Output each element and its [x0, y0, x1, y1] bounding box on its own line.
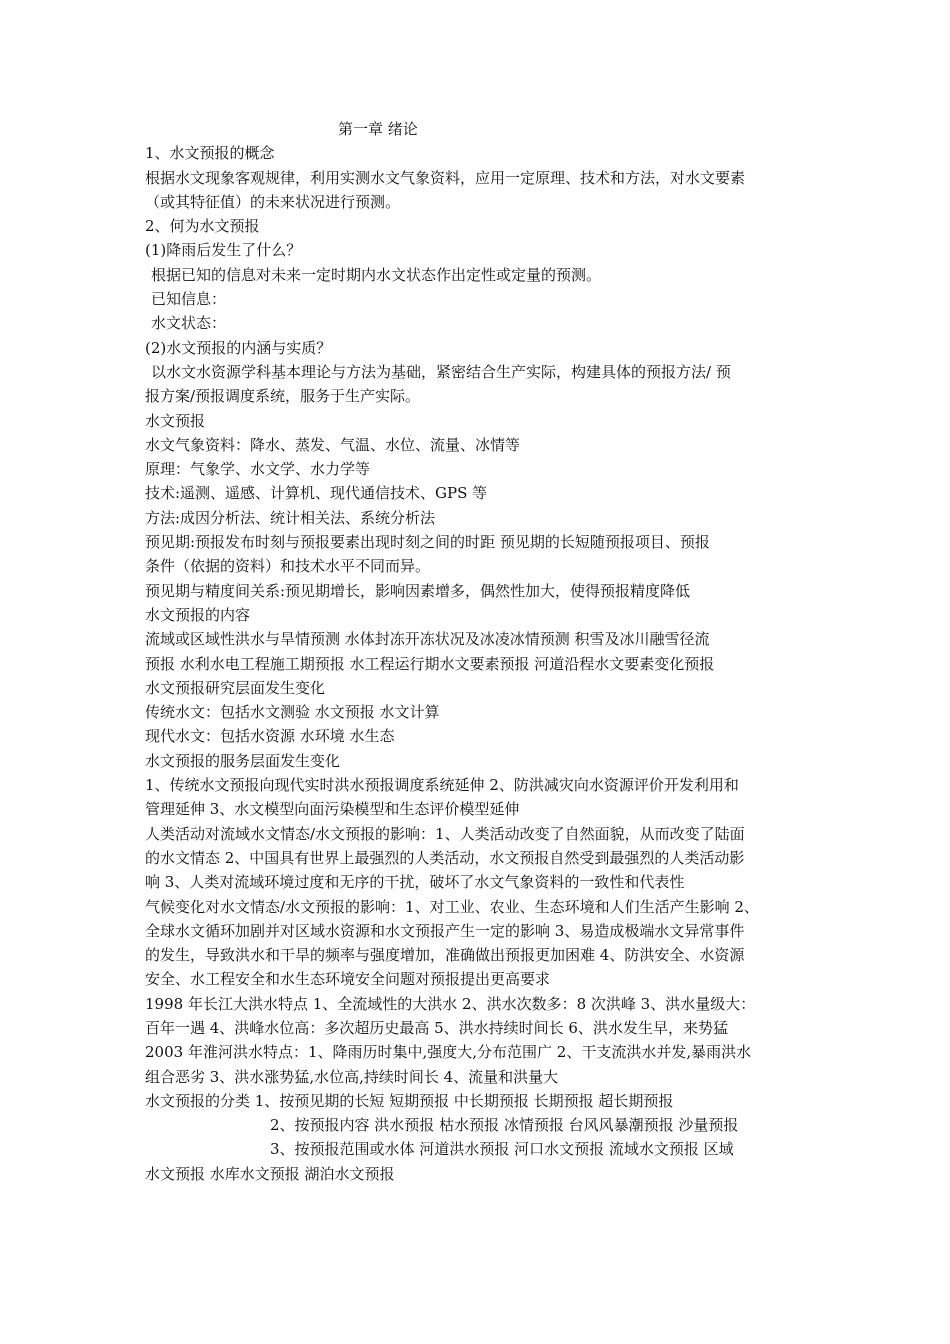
- paragraph-line: 流域或区域性洪水与旱情预测 水体封冻开冻状况及冰凌冰情预测 积雪及冰川融雪径流: [145, 630, 710, 649]
- subsection-heading: (1)降雨后发生了什么？: [145, 241, 302, 260]
- paragraph-line: 气候变化对水文情态/水文预报的影响：1、对工业、农业、生态环境和人们生活产生影响 2、: [145, 897, 759, 916]
- paragraph-line: 安全、水工程安全和水生态环境安全问题对预报提出更高要求: [145, 970, 551, 989]
- paragraph-line: 组合恶劣 3、洪水涨势猛,水位高,持续时间长 4、流量和洪量大: [145, 1067, 559, 1086]
- paragraph-line: 预报 水利水电工程施工期预报 水工程运行期水文要素预报 河道沿程水文要素变化预报: [145, 654, 715, 673]
- section-heading: 1、水文预报的概念: [145, 144, 275, 163]
- paragraph-line: 3、按预报范围或水体 河道洪水预报 河口水文预报 流域水文预报 区域: [270, 1140, 734, 1159]
- paragraph-line: 水文状态：: [151, 314, 227, 333]
- chapter-title: 第一章 绪论: [338, 120, 418, 138]
- paragraph-line: （或其特征值）的未来状况进行预测。: [145, 192, 401, 211]
- paragraph-line: 技术:遥测、遥感、计算机、现代通信技术、GPS 等: [145, 484, 488, 503]
- paragraph-line: 预见期与精度间关系:预见期增长，影响因素增多，偶然性加大，使得预报精度降低: [145, 581, 691, 600]
- paragraph-line: 水文预报: [145, 411, 206, 430]
- document-page: [145, 117, 810, 1186]
- paragraph-line: 预见期:预报发布时刻与预报要素出现时刻之间的时距 预见期的长短随预报项目、预报: [145, 533, 710, 552]
- paragraph-line: 传统水文：包括水文测验 水文预报 水文计算: [145, 703, 440, 722]
- paragraph-line: 水文预报的内容: [145, 605, 251, 624]
- paragraph-line: 根据水文现象客观规律，利用实测水文气象资料，应用一定原理、技术和方法，对水文要素: [145, 168, 746, 187]
- paragraph-line: 水文预报研究层面发生变化: [145, 678, 326, 697]
- paragraph-line: 水文气象资料：降水、蒸发、气温、水位、流量、冰情等: [145, 435, 521, 454]
- paragraph-line: 2、按预报内容 洪水预报 枯水预报 冰情预报 台风风暴潮预报 沙量预报: [270, 1116, 739, 1135]
- paragraph-line: 现代水文：包括水资源 水环境 水生态: [145, 727, 395, 746]
- paragraph-line: 百年一遇 4、洪峰水位高：多次超历史最高 5、洪水持续时间长 6、洪水发生早，来势猛: [145, 1018, 728, 1037]
- paragraph-line: 以水文水资源学科基本理论与方法为基础，紧密结合生产实际，构建具体的预报方法/ 预: [151, 362, 731, 381]
- paragraph-line: 人类活动对流域水文情态/水文预报的影响：1、人类活动改变了自然面貌，从而改变了陆面: [145, 824, 745, 843]
- paragraph-line: 根据已知的信息对未来一定时期内水文状态作出定性或定量的预测。: [151, 265, 602, 284]
- paragraph-line: 方法:成因分析法、统计相关法、系统分析法: [145, 508, 436, 527]
- section-heading: 2、何为水文预报: [145, 217, 260, 236]
- paragraph-line: 报方案/预报调度系统，服务于生产实际。: [145, 387, 421, 406]
- paragraph-line: 水文预报的服务层面发生变化: [145, 751, 341, 770]
- paragraph-line: 全球水文循环加剧并对区域水资源和水文预报产生一定的影响 3、易造成极端水文异常事件: [145, 921, 745, 940]
- subsection-heading: (2)水文预报的内涵与实质？: [145, 338, 332, 357]
- paragraph-line: 的水文情态 2、中国具有世界上最强烈的人类活动，水文预报自然受到最强烈的人类活动影: [145, 848, 745, 867]
- paragraph-line: 条件（依据的资料）和技术水平不同而异。: [145, 557, 431, 576]
- paragraph-line: 管理延伸 3、水文模型向面污染模型和生态评价模型延伸: [145, 800, 520, 819]
- paragraph-line: 原理：气象学、水文学、水力学等: [145, 460, 371, 479]
- paragraph-line: 1、传统水文预报向现代实时洪水预报调度系统延伸 2、防洪减灾向水资源评价开发利用和: [145, 776, 739, 795]
- paragraph-line: 水文预报 水库水文预报 湖泊水文预报: [145, 1164, 395, 1183]
- paragraph-line: 1998 年长江大洪水特点 1、全流域性的大洪水 2、洪水次数多：8 次洪峰 3、洪水量级大：: [145, 994, 756, 1013]
- paragraph-line: 水文预报的分类 1、按预见期的长短 短期预报 中长期预报 长期预报 超长期预报: [145, 1091, 674, 1110]
- paragraph-line: 2003 年淮河洪水特点：1、降雨历时集中,强度大,分布范围广 2、干支流洪水并发,暴雨洪水: [145, 1043, 752, 1062]
- paragraph-line: 已知信息：: [151, 290, 227, 309]
- paragraph-line: 响 3、人类对流域环境过度和无序的干扰，破坏了水文气象资料的一致性和代表性: [145, 873, 685, 892]
- paragraph-line: 的发生，导致洪水和干旱的频率与强度增加，准确做出预报更加困难 4、防洪安全、水资源: [145, 946, 745, 965]
